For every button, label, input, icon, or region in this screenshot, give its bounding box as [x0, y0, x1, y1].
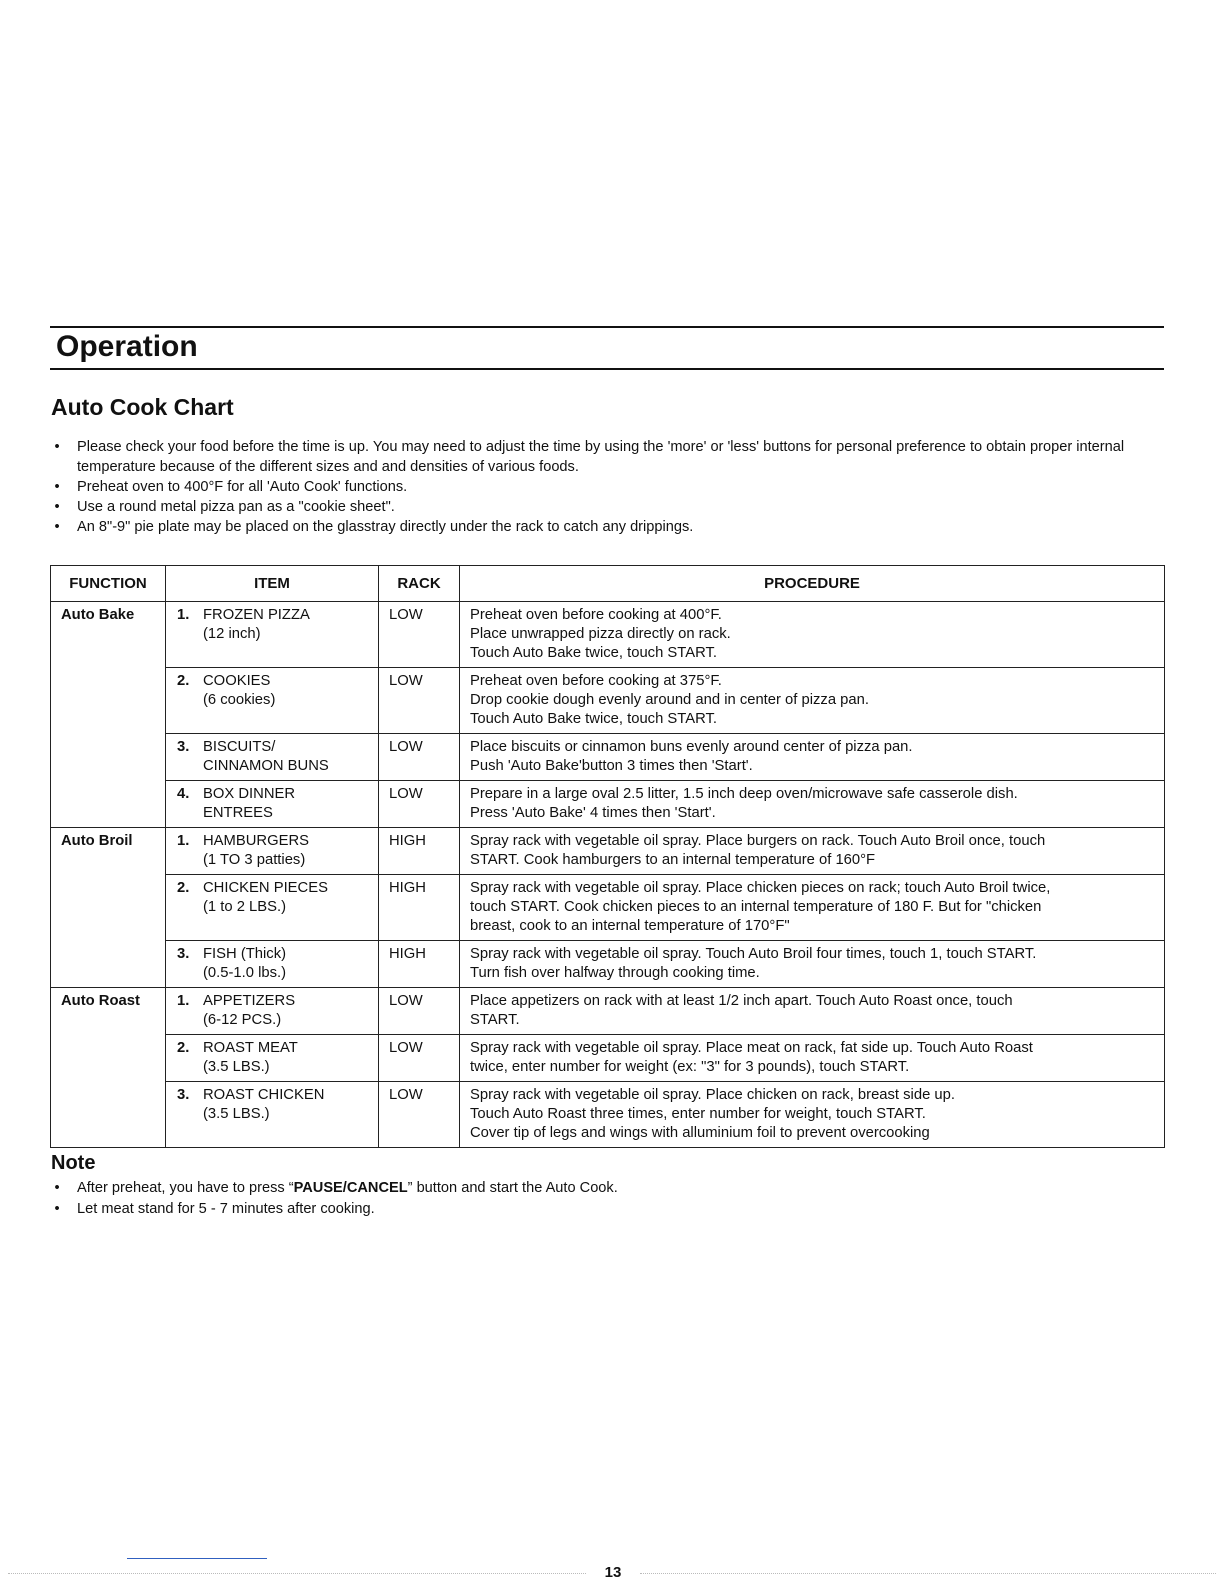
item-name: ROAST CHICKEN [203, 1087, 325, 1103]
procedure-line: Drop cookie dough evenly around and in center of pizza pan. [470, 692, 869, 708]
rack-cell: HIGH [379, 828, 460, 875]
rack-cell: LOW [379, 602, 460, 668]
procedure-line: Press 'Auto Bake' 4 times then 'Start'. [470, 805, 716, 821]
item-detail: (0.5-1.0 lbs.) [203, 965, 287, 981]
item-name: COOKIES [203, 673, 271, 689]
bullet-icon: • [54, 1180, 60, 1196]
item-number: 2. [177, 1040, 190, 1056]
procedure-cell [460, 875, 1165, 941]
procedure-line: START. [470, 1012, 520, 1028]
procedure-line: breast, cook to an internal temperature of 170°F" [470, 918, 790, 934]
procedure-cell [460, 734, 1165, 781]
table-row [51, 734, 1165, 781]
procedure-cell [460, 828, 1165, 875]
procedure-cell [460, 1035, 1165, 1082]
procedure-line: Touch Auto Roast three times, enter number for weight, touch START. [470, 1106, 926, 1122]
bullet-icon: • [54, 519, 60, 535]
page-footer [8, 1565, 1216, 1581]
item-name: BISCUITS/ [203, 739, 276, 755]
item-cell [166, 988, 379, 1035]
procedure-cell [460, 988, 1165, 1035]
function-cell: Auto Bake [51, 602, 166, 828]
header-item: ITEM [166, 566, 379, 602]
table-row [51, 781, 1165, 828]
procedure-line: Spray rack with vegetable oil spray. Place burgers on rack. Touch Auto Broil once, touch [470, 833, 1046, 849]
procedure-line: Turn fish over halfway through cooking time. [470, 965, 760, 981]
rack-cell: LOW [379, 1035, 460, 1082]
procedure-cell [460, 941, 1165, 988]
item-detail: ENTREES [203, 805, 273, 821]
rack-cell: HIGH [379, 941, 460, 988]
note-emphasis: PAUSE/CANCEL [293, 1180, 408, 1196]
bullet-icon: • [54, 439, 60, 455]
procedure-line: Place unwrapped pizza directly on rack. [470, 626, 731, 642]
item-detail: (1 to 2 LBS.) [203, 899, 287, 915]
rack-cell: LOW [379, 781, 460, 828]
table-body [51, 602, 1165, 1148]
table-row [51, 668, 1165, 734]
procedure-cell [460, 1082, 1165, 1148]
item-cell [166, 781, 379, 828]
procedure-line: Spray rack with vegetable oil spray. Place chicken on rack, breast side up. [470, 1087, 955, 1103]
item-cell [166, 602, 379, 668]
table-row [51, 1082, 1165, 1148]
item-number: 3. [177, 1087, 190, 1103]
header-procedure: PROCEDURE [460, 566, 1165, 602]
table-row [51, 941, 1165, 988]
rack-cell: LOW [379, 734, 460, 781]
item-detail: (6-12 PCS.) [203, 1012, 282, 1028]
procedure-line: START. Cook hamburgers to an internal temperature of 160°F [470, 852, 876, 868]
procedure-line: Push 'Auto Bake'button 3 times then 'Start'. [470, 758, 753, 774]
page-title: Operation [56, 330, 198, 363]
item-name: FROZEN PIZZA [203, 607, 310, 623]
procedure-line: Place appetizers on rack with at least 1/2 inch apart. Touch Auto Roast once, touch [470, 993, 1013, 1009]
item-detail: (3.5 LBS.) [203, 1059, 270, 1075]
bullet-icon: • [54, 499, 60, 515]
item-number: 4. [177, 786, 190, 802]
footer-dotted-rule [640, 1573, 1216, 1574]
item-cell [166, 1082, 379, 1148]
procedure-line: Touch Auto Bake twice, touch START. [470, 711, 718, 727]
bullet-icon: • [54, 1201, 60, 1217]
procedure-line: Spray rack with vegetable oil spray. Touch Auto Broil four times, touch 1, touch START. [470, 946, 1037, 962]
rack-cell: HIGH [379, 875, 460, 941]
procedure-cell [460, 781, 1165, 828]
header-function: FUNCTION [51, 566, 166, 602]
table-row [51, 875, 1165, 941]
item-detail: (6 cookies) [203, 692, 276, 708]
rack-cell: LOW [379, 668, 460, 734]
item-detail: (1 TO 3 patties) [203, 852, 306, 868]
intro-bullet: • An 8"-9" pie plate may be placed on the glasstray directly under the rack to catch any drippings. [51, 517, 1161, 537]
item-number: 1. [177, 833, 190, 849]
table-row [51, 828, 1165, 875]
note-title: Note [51, 1152, 96, 1174]
item-detail: (12 inch) [203, 626, 261, 642]
item-name: APPETIZERS [203, 993, 296, 1009]
footer-dotted-rule [8, 1573, 586, 1574]
procedure-line: Place biscuits or cinnamon buns evenly around center of pizza pan. [470, 739, 913, 755]
procedure-cell [460, 602, 1165, 668]
item-name: BOX DINNER [203, 786, 296, 802]
procedure-line: Spray rack with vegetable oil spray. Place meat on rack, fat side up. Touch Auto Roast [470, 1040, 1033, 1056]
procedure-line: Preheat oven before cooking at 375°F. [470, 673, 722, 689]
table-row [51, 1035, 1165, 1082]
procedure-line: Spray rack with vegetable oil spray. Place chicken pieces on rack; touch Auto Broil twice, [470, 880, 1051, 896]
item-cell [166, 941, 379, 988]
item-name: CHICKEN PIECES [203, 880, 328, 896]
note-list [51, 1178, 1161, 1220]
footer-link-underline [127, 1558, 267, 1559]
item-cell [166, 875, 379, 941]
note-item: • Let meat stand for 5 - 7 minutes after cooking. [51, 1199, 1161, 1220]
note-item: • After preheat, you have to press “PAUSE/CANCEL” button and start the Auto Cook. [51, 1178, 1161, 1199]
item-cell [166, 828, 379, 875]
page-number: 13 [604, 1564, 622, 1581]
item-number: 2. [177, 673, 190, 689]
item-number: 1. [177, 607, 190, 623]
intro-bullet: • Preheat oven to 400°F for all 'Auto Cook' functions. [51, 477, 1161, 497]
item-detail: CINNAMON BUNS [203, 758, 329, 774]
procedure-line: Touch Auto Bake twice, touch START. [470, 645, 718, 661]
table-row [51, 602, 1165, 668]
procedure-line: Prepare in a large oval 2.5 litter, 1.5 inch deep oven/microwave safe casserole dish. [470, 786, 1018, 802]
rack-cell: LOW [379, 1082, 460, 1148]
item-cell [166, 668, 379, 734]
item-number: 1. [177, 993, 190, 1009]
procedure-line: twice, enter number for weight (ex: "3" for 3 pounds), touch START. [470, 1059, 910, 1075]
function-cell: Auto Roast [51, 988, 166, 1148]
header-rack: RACK [379, 566, 460, 602]
item-number: 3. [177, 739, 190, 755]
section-title: Auto Cook Chart [51, 394, 234, 420]
intro-bullet: • Use a round metal pizza pan as a "cookie sheet". [51, 497, 1161, 517]
function-cell: Auto Broil [51, 828, 166, 988]
item-cell [166, 734, 379, 781]
header-bottom-rule [50, 368, 1164, 370]
item-name: FISH (Thick) [203, 946, 287, 962]
item-number: 2. [177, 880, 190, 896]
item-cell [166, 1035, 379, 1082]
table-header-row [51, 566, 1165, 602]
header-top-rule [50, 326, 1164, 328]
item-name: ROAST MEAT [203, 1040, 298, 1056]
intro-bullet-list [51, 438, 1161, 537]
table-row [51, 988, 1165, 1035]
item-number: 3. [177, 946, 190, 962]
bullet-icon: • [54, 479, 60, 495]
procedure-line: Cover tip of legs and wings with alluminium foil to prevent overcooking [470, 1125, 930, 1141]
rack-cell: LOW [379, 988, 460, 1035]
procedure-cell [460, 668, 1165, 734]
item-name: HAMBURGERS [203, 833, 310, 849]
auto-cook-table [50, 565, 1165, 1148]
procedure-line: touch START. Cook chicken pieces to an internal temperature of 180 F. But for "chicken [470, 899, 1042, 915]
item-detail: (3.5 LBS.) [203, 1106, 270, 1122]
procedure-line: Preheat oven before cooking at 400°F. [470, 607, 722, 623]
intro-bullet: • Please check your food before the time is up. You may need to adjust the time by using the 'more' or 'less' buttons for personal preference to obtain proper internal temperature because of the different sizes and and densities of various foods. [51, 438, 1161, 477]
